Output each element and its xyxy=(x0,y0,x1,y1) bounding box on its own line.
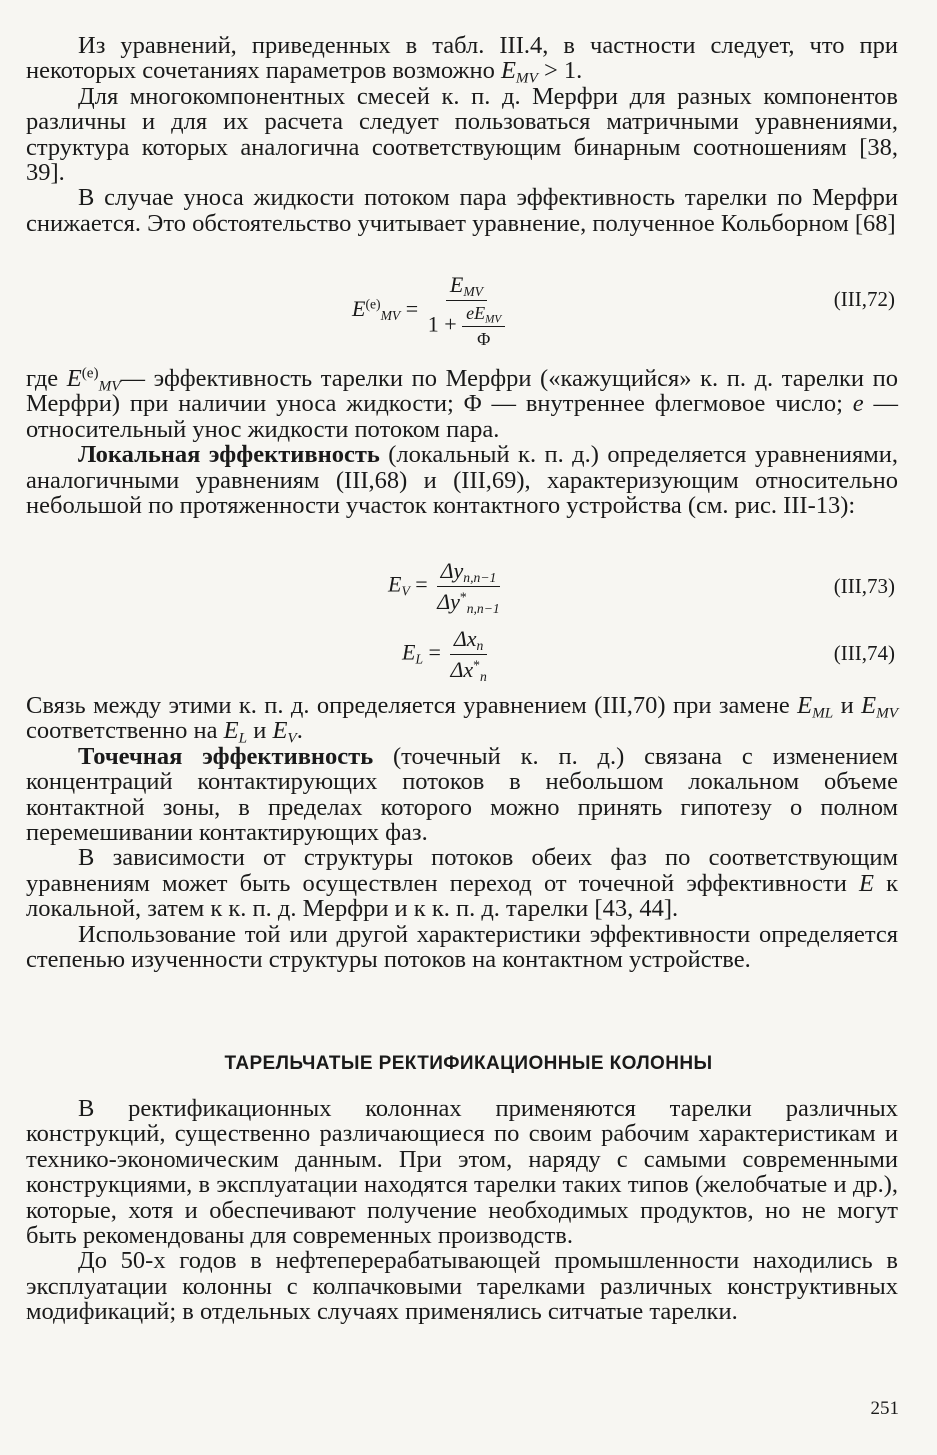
equation-73: $E_V$ = $\frac{\Delta y_{n,n-1}}{\Delta y^*_{n,n-1}}$ xyxy=(388,558,500,617)
equation-number-73: (III,73) xyxy=(833,574,895,598)
paragraph-9: Использование той или другой характеристики эффективности определяется степенью изученности структуры потоков на контактном устройстве. xyxy=(26,920,898,974)
text-block-top xyxy=(26,33,898,236)
fraction-72: $E_{MV}$ 1 + $\frac{eE_{MV}}{\Phi}$ xyxy=(424,272,510,350)
paragraph-2: Для многокомпонентных смесей к. п. д. Мерфри для разных компонентов различны и для их расчета следует пользоваться матричными уравнениями, структура которых аналогична соответствующим бинарным соотношениям [38, 39]. xyxy=(26,82,898,187)
paragraph-8: В зависимости от структуры потоков обеих фаз по соответствующим уравнениям может быть осуществлен переход от точечной эффективности E к локальной, затем к к. п. д. Мерфри и к к. п. д. тарелки [43, 44]. xyxy=(26,844,898,923)
paragraph-6: Связь между этими к. п. д. определяется уравнением (III,70) при замене $E_{ML}$ и $E_{MV}$ соответственно на $E_L$ и $E_V$. xyxy=(26,692,898,747)
paragraph-1: Из уравнений, приведенных в табл. III.4, в частности следует, что при некоторых сочетаниях параметров возможно $E_{MV} > 1$. xyxy=(26,32,898,87)
paragraph-3: В случае уноса жидкости потоком пара эффективность тарелки по Мерфри снижается. Это обстоятельство учитывает уравнение, полученное Кольборном [68] xyxy=(26,184,898,237)
text-block-bottom xyxy=(26,1096,898,1325)
text-block-middle xyxy=(26,366,898,518)
paragraph-10: В ректификационных колоннах применяются тарелки различных конструкций, существенно различающиеся по своим рабочим характеристикам и технико-экономическим данным. При этом, наряду с самыми современными конструкциями, в эксплуатации находятся тарелки таких типов (желобчатые и др.), которые, хотя и обеспечивают получение необходимых продуктов, но не могут быть рекомендованы для современных производств. xyxy=(26,1095,898,1250)
text-block-lower xyxy=(26,693,898,972)
paragraph-11: До 50-х годов в нефтеперерабатывающей промышленности находились в эксплуатации колонны с колпачковыми тарелками различных конструктивных модификаций; в отдельных случаях применялись ситчатые тарелки. xyxy=(26,1247,898,1326)
section-heading: ТАРЕЛЬЧАТЫЕ РЕКТИФИКАЦИОННЫЕ КОЛОННЫ xyxy=(224,1053,713,1074)
paragraph-4: где $E^{(e)}_{MV}—$ эффективность тарелки по Мерфри («кажущийся» к. п. д. тарелки по Мерфри) при наличии уноса жидкости; Φ — внутреннее флегмовое число; e — относительный унос жидкости потоком пара. xyxy=(26,364,898,443)
paragraph-7: Точечная эффективность (точечный к. п. д.) связана с изменением концентраций контактирующих потоков в небольшом локальном объеме контактной зоны, в пределах которого можно принять гипотезу о полном перемешивании контактирующих фаз. xyxy=(26,742,898,847)
equation-74: $E_L$ = $\frac{\Delta x_n}{\Delta x^*_n}$ xyxy=(402,626,487,685)
equation-72: $E^{(e)}_{MV}$ = $E_{MV}$ 1 + $\frac{eE_{MV}}{\Phi}$ xyxy=(352,272,509,350)
equation-number-74: (III,74) xyxy=(833,641,895,665)
equation-number-72: (III,72) xyxy=(833,287,895,311)
paragraph-5: Локальная эффективность (локальный к. п. д.) определяется уравнениями, аналогичными уравнениям (III,68) и (III,69), характеризующим относительно небольшой по протяженности участок контактного устройства (см. рис. III-13): xyxy=(26,441,898,520)
page-number: 251 xyxy=(870,1398,899,1419)
